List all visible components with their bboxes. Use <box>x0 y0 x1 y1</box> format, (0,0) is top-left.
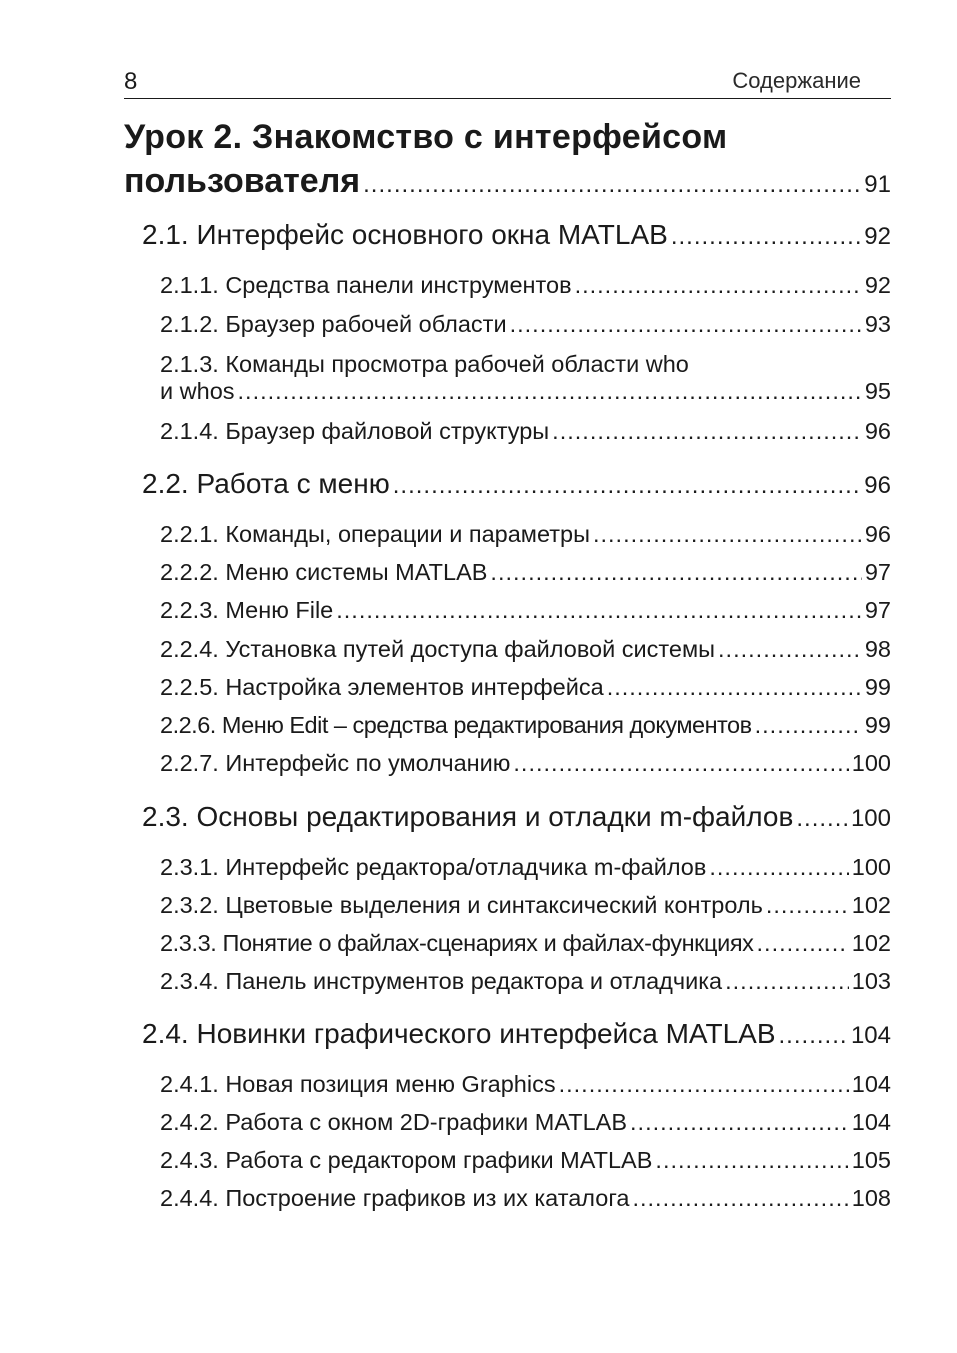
toc-item-2-1-2[interactable] <box>160 311 891 338</box>
toc-item-2-4-3[interactable] <box>160 1147 891 1174</box>
toc-item-2-3-2[interactable] <box>160 892 891 919</box>
toc-item-2-1-3[interactable] <box>160 378 891 405</box>
toc-item-2-1-3-line1[interactable]: 2.1.3. Команды просмотра рабочей области who <box>160 351 689 377</box>
item-page: 99 <box>864 712 891 738</box>
item-page: 95 <box>864 378 891 404</box>
toc-item-2-2-1[interactable] <box>160 521 891 548</box>
chapter-page: 91 <box>864 171 891 198</box>
item-title: и whos <box>160 378 235 404</box>
toc-item-2-2-2[interactable] <box>160 559 891 586</box>
dot-leader <box>513 750 848 777</box>
item-title: 2.4.2. Работа с окном 2D-графики MATLAB <box>160 1109 628 1135</box>
section-page: 100 <box>850 805 891 832</box>
item-title: 2.2.2. Меню системы MATLAB <box>160 559 488 585</box>
item-title: 2.3.1. Интерфейс редактора/отладчика m-файлов <box>160 854 707 880</box>
dot-leader <box>559 1071 849 1098</box>
dot-leader <box>779 1022 848 1050</box>
toc-item-2-2-6[interactable] <box>160 712 891 739</box>
toc-item-2-3-3[interactable] <box>160 930 891 957</box>
item-page: 103 <box>851 968 891 994</box>
item-page: 102 <box>851 892 891 918</box>
item-title: 2.3.2. Цветовые выделения и синтаксический контроль <box>160 892 763 918</box>
item-page: 96 <box>864 418 891 444</box>
item-page: 96 <box>864 521 891 547</box>
item-title: 2.3.4. Панель инструментов редактора и отладчика <box>160 968 723 994</box>
dot-leader <box>766 892 849 919</box>
dot-leader <box>709 854 848 881</box>
dot-leader <box>552 418 862 445</box>
toc-item-2-3-1[interactable] <box>160 854 891 881</box>
dot-leader <box>796 805 848 833</box>
section-title: 2.2. Работа с меню <box>142 468 390 499</box>
item-page: 100 <box>851 854 891 880</box>
item-page: 108 <box>851 1185 891 1211</box>
toc-section-2-3[interactable] <box>142 801 891 833</box>
item-page: 97 <box>864 597 891 623</box>
toc-section-2-1[interactable] <box>142 219 891 251</box>
page-header <box>124 64 891 99</box>
toc-item-2-2-7[interactable] <box>160 750 891 777</box>
item-title: 2.1.4. Браузер файловой структуры <box>160 418 550 444</box>
section-title: 2.3. Основы редактирования и отладки m-файлов <box>142 801 794 832</box>
item-title: 2.2.1. Команды, операции и параметры <box>160 521 590 547</box>
item-title: 2.2.7. Интерфейс по умолчанию <box>160 750 511 776</box>
dot-leader <box>755 712 862 739</box>
toc-item-2-2-3[interactable] <box>160 597 891 624</box>
page-number: 8 <box>124 68 138 95</box>
dot-leader <box>510 311 862 338</box>
dot-leader <box>336 597 862 624</box>
section-page: 104 <box>850 1022 891 1049</box>
section-title: 2.4. Новинки графического интерфейса MATLAB <box>142 1018 776 1049</box>
item-page: 100 <box>851 750 891 776</box>
chapter-title-line2: пользователя <box>124 162 361 200</box>
dot-leader <box>363 171 861 199</box>
section-page: 96 <box>864 472 891 499</box>
item-title: 2.2.3. Меню File <box>160 597 334 623</box>
item-title: 2.4.1. Новая позиция меню Graphics <box>160 1071 556 1097</box>
toc-section-2-2[interactable] <box>142 468 891 500</box>
running-title: Содержание <box>732 68 861 93</box>
item-page: 99 <box>864 674 891 700</box>
item-page: 105 <box>851 1147 891 1173</box>
toc-item-2-2-4[interactable] <box>160 636 891 663</box>
dot-leader <box>593 521 862 548</box>
chapter-entry[interactable] <box>124 162 891 201</box>
dot-leader <box>632 1185 848 1212</box>
section-title: 2.1. Интерфейс основного окна MATLAB <box>142 219 668 250</box>
item-title: 2.2.6. Меню Edit – средства редактирования документов <box>160 712 752 738</box>
dot-leader <box>575 272 862 299</box>
toc-item-2-2-5[interactable] <box>160 674 891 701</box>
item-title: 2.2.4. Установка путей доступа файловой системы <box>160 636 716 662</box>
dot-leader <box>238 378 862 405</box>
dot-leader <box>671 223 861 251</box>
item-title: 2.2.5. Настройка элементов интерфейса <box>160 674 604 700</box>
item-page: 104 <box>851 1109 891 1135</box>
item-title: 2.3.3. Понятие о файлах-сценариях и файлах-функциях <box>160 930 754 956</box>
item-page: 92 <box>864 272 891 298</box>
item-title: 2.4.3. Работа с редактором графики MATLAB <box>160 1147 653 1173</box>
dot-leader <box>725 968 849 995</box>
item-page: 98 <box>864 636 891 662</box>
toc-item-2-4-4[interactable] <box>160 1185 891 1212</box>
dot-leader <box>490 559 861 586</box>
item-page: 102 <box>851 930 891 956</box>
toc-item-2-4-2[interactable] <box>160 1109 891 1136</box>
dot-leader <box>630 1109 849 1136</box>
section-page: 92 <box>864 223 891 250</box>
toc-item-2-1-4[interactable] <box>160 418 891 445</box>
toc-item-2-3-4[interactable] <box>160 968 891 995</box>
item-page: 104 <box>851 1071 891 1097</box>
item-title: 2.4.4. Построение графиков из их каталога <box>160 1185 630 1211</box>
dot-leader <box>655 1147 848 1174</box>
dot-leader <box>718 636 862 663</box>
item-title: 2.1.1. Средства панели инструментов <box>160 272 572 298</box>
item-page: 97 <box>864 559 891 585</box>
chapter-title-line1: Урок 2. Знакомство с интерфейсом <box>124 118 728 156</box>
item-title: 2.1.2. Браузер рабочей области <box>160 311 507 337</box>
toc-item-2-4-1[interactable] <box>160 1071 891 1098</box>
dot-leader <box>393 472 862 500</box>
toc-item-2-1-1[interactable] <box>160 272 891 299</box>
item-page: 93 <box>864 311 891 337</box>
dot-leader <box>607 674 862 701</box>
toc-section-2-4[interactable] <box>142 1018 891 1050</box>
dot-leader <box>757 930 849 957</box>
